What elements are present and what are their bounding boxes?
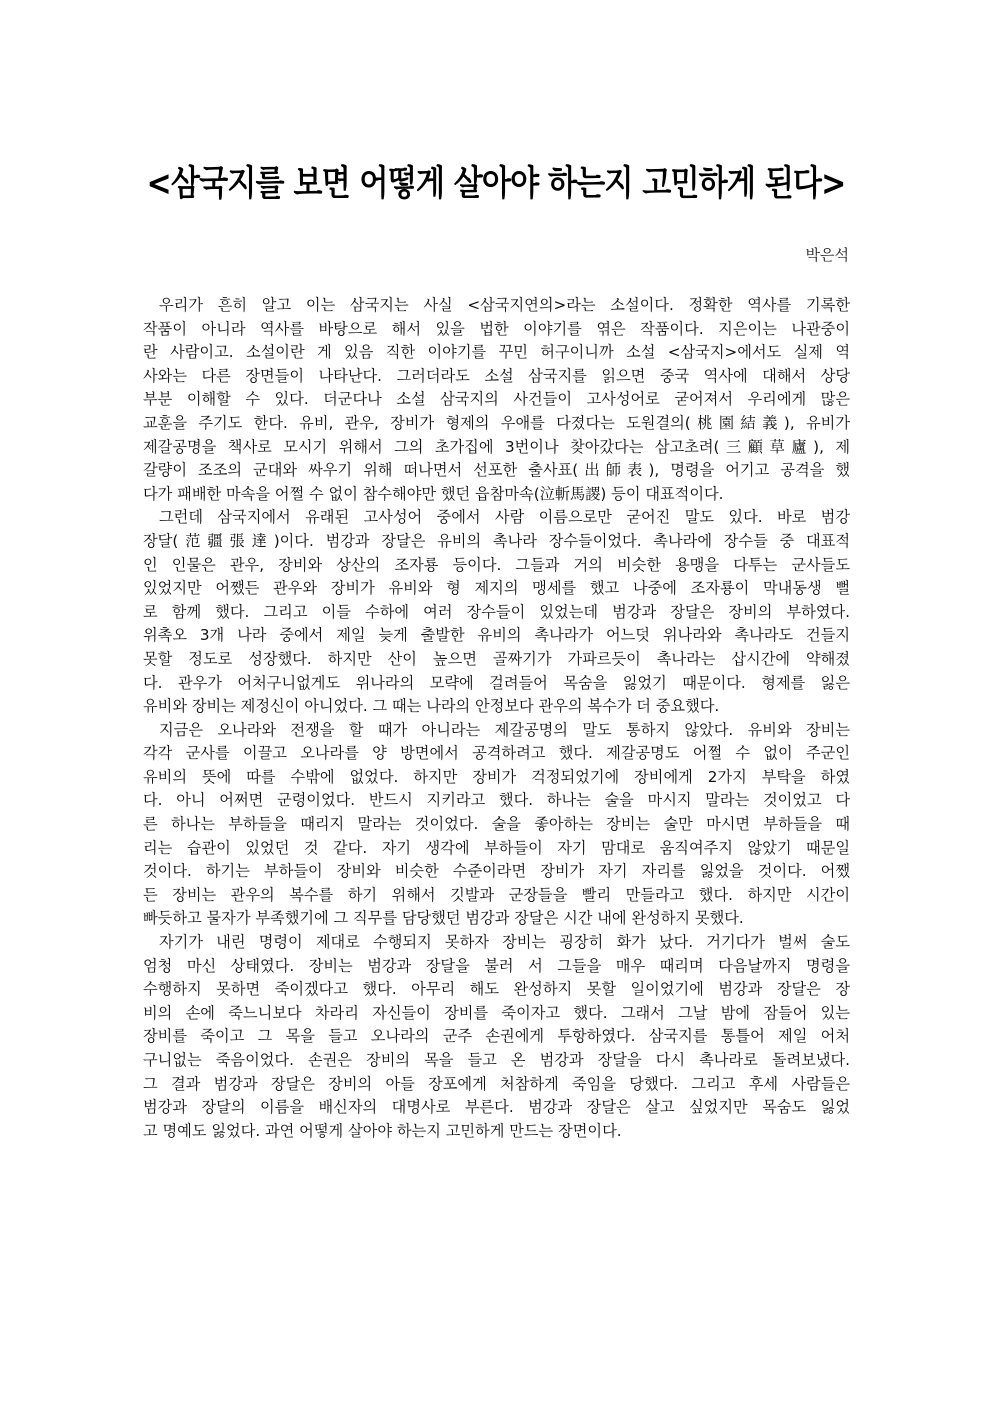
- text-line: 교훈을 주기도 한다. 유비, 관우, 장비가 형제의 우애를 다졌다는 도원결의(桃園結義), 유비가: [143, 413, 850, 432]
- text-line: 리는 습관이 있었던 것 같다. 자기 생각에 부하들이 자기 맘대로 움직여주지 않았기 때문일: [143, 838, 850, 857]
- text-line: 고 명예도 잃었다. 과연 어떻게 살아야 하는지 고민하게 만드는 장면이다.: [143, 1121, 622, 1140]
- text-line: 그 결과 범강과 장달은 장비의 아들 장포에게 처참하게 죽임을 당했다. 그리고 후세 사람들은: [143, 1074, 850, 1093]
- text-line: 란 사람이고. 소설이란 게 있음 직한 이야기를 꾸민 허구이니까 소설 <삼국지>에서도 실제 역: [143, 343, 850, 362]
- page-title: <삼국지를 보면 어떻게 살아야 하는지 고민하게 된다>: [146, 164, 846, 204]
- text-line: 우리가 흔히 알고 이는 삼국지는 사실 <삼국지연의>라는 소설이다. 정확한 역사를 기록한: [159, 296, 850, 314]
- text-line: 위촉오 3개 나라 중에서 제일 늦게 출발한 유비의 촉나라가 어느덧 위나라와 촉나라도 건들지: [143, 626, 850, 645]
- text-line: 각각 군사를 이끌고 오나라를 양 방면에서 공격하려고 했다. 제갈공명도 어쩔 수 없이 주군인: [143, 744, 850, 763]
- text-line: 것이다. 하기는 부하들이 장비와 비슷한 수준이라면 장비가 자기 자리를 잃었을 것이다. 어쨌: [143, 862, 850, 881]
- essay-body: [143, 294, 850, 1143]
- text-line: 사와는 다른 장면들이 나타난다. 그러더라도 소설 삼국지를 읽으면 중국 역사에 대해서 상당: [143, 366, 850, 385]
- text-line: 비의 손에 죽느니보다 차라리 자신들이 장비를 죽이자고 했다. 그래서 그날 밤에 잠들어 있는: [143, 1003, 850, 1022]
- text-line: 있었지만 어쨌든 관우와 장비가 유비와 형 제지의 맹세를 했고 나중에 조자룡이 막내동생 뻘: [143, 579, 850, 598]
- text-line: 른 하나는 부하들을 때리지 말라는 것이었다. 술을 좋아하는 장비는 술만 마시면 부하들을 때: [143, 815, 850, 834]
- text-line: 자기가 내린 명령이 제대로 수행되지 못하자 장비는 굉장히 화가 났다. 거기다가 벌써 술도: [159, 933, 850, 952]
- text-line: 지금은 오나라와 전쟁을 할 때가 아니라는 제갈공명의 말도 통하지 않았다. 유비와 장비는: [159, 720, 850, 739]
- text-line: 다가 패배한 마속을 어쩔 수 없이 참수해야만 했던 읍참마속(泣斬馬謖) 등이 대표적이다.: [143, 484, 724, 503]
- text-line: 유비의 뜻에 따를 수밖에 없었다. 하지만 장비가 걱정되었기에 장비에게 2가지 부탁을 하였: [143, 767, 850, 786]
- text-line: 유비와 장비는 제정신이 아니었다. 그 때는 나라의 안정보다 관우의 복수가 더 중요했다.: [143, 697, 720, 716]
- text-line: 로 함께 했다. 그리고 이들 수하에 여러 장수들이 있었는데 범강과 장달은 장비의 부하였다.: [143, 602, 850, 621]
- text-line: 빠듯하고 물자가 부족했기에 그 직무를 담당했던 범강과 장달은 시간 내에 완성하지 못했다.: [143, 909, 744, 928]
- text-line: 못할 정도로 성장했다. 하지만 산이 높으면 골짜기가 가파르듯이 촉나라는 삽시간에 약해졌: [143, 649, 850, 668]
- text-line: 작품이 아니라 역사를 바탕으로 해서 있을 법한 이야기를 엮은 작품이다. 지은이는 나관중이: [143, 319, 850, 338]
- text-line: 범강과 장달의 이름을 배신자의 대명사로 부른다. 범강과 장달은 살고 싶었지만 목숨도 잃었: [143, 1098, 850, 1117]
- text-line: 구니없는 죽음이었다. 손권은 장비의 목을 들고 온 범강과 장달을 다시 촉나라로 돌려보냈다.: [143, 1051, 850, 1069]
- text-line: 다. 아니 어쩌면 군령이었다. 반드시 지키라고 했다. 하나는 술을 마시지 말라는 것이었고 다: [143, 791, 850, 810]
- text-line: 든 장비는 관우의 복수를 하기 위해서 깃발과 군장들을 빨리 만들라고 했다. 하지만 시간이: [143, 885, 850, 904]
- text-line: 엄청 마신 상태였다. 장비는 범강과 장달을 불러 서 그들을 매우 때리며 다음날까지 명령을: [143, 956, 850, 975]
- text-line: 다. 관우가 어처구니없게도 위나라의 모략에 걸려들어 목숨을 잃었기 때문이다. 형제를 잃은: [143, 673, 850, 692]
- text-line: 장비를 죽이고 그 목을 들고 오나라의 군주 손권에게 투항하였다. 삼국지를 통틀어 제일 어처: [143, 1027, 850, 1046]
- text-line: 장달(范疆張達)이다. 범강과 장달은 유비의 촉나라 장수들이었다. 촉나라에 장수들 중 대표적: [143, 531, 850, 550]
- text-line: 그런데 삼국지에서 유래된 고사성어 중에서 사람 이름으로만 굳어진 말도 있다. 바로 범강: [159, 508, 850, 527]
- text-line: 갈량이 조조의 군대와 싸우기 위해 떠나면서 선포한 출사표(出師表), 명령을 어기고 공격을 했: [143, 461, 850, 480]
- text-line: 수행하지 못하면 죽이겠다고 했다. 아무리 해도 완성하지 못할 일이었기에 범강과 장달은 장: [143, 980, 850, 999]
- author-name: 박은석: [805, 246, 849, 264]
- text-line: 부분 이해할 수 있다. 더군다나 소설 삼국지의 사건들이 고사성어로 굳어져서 우리에게 많은: [143, 390, 850, 409]
- text-line: 제갈공명을 책사로 모시기 위해서 그의 초가집에 3번이나 찾아갔다는 삼고초려(三顧草廬), 제: [143, 437, 850, 456]
- text-line: 인 인물은 관우, 장비와 상산의 조자룡 등이다. 그들과 거의 비슷한 용맹을 다투는 군사들도: [143, 555, 850, 574]
